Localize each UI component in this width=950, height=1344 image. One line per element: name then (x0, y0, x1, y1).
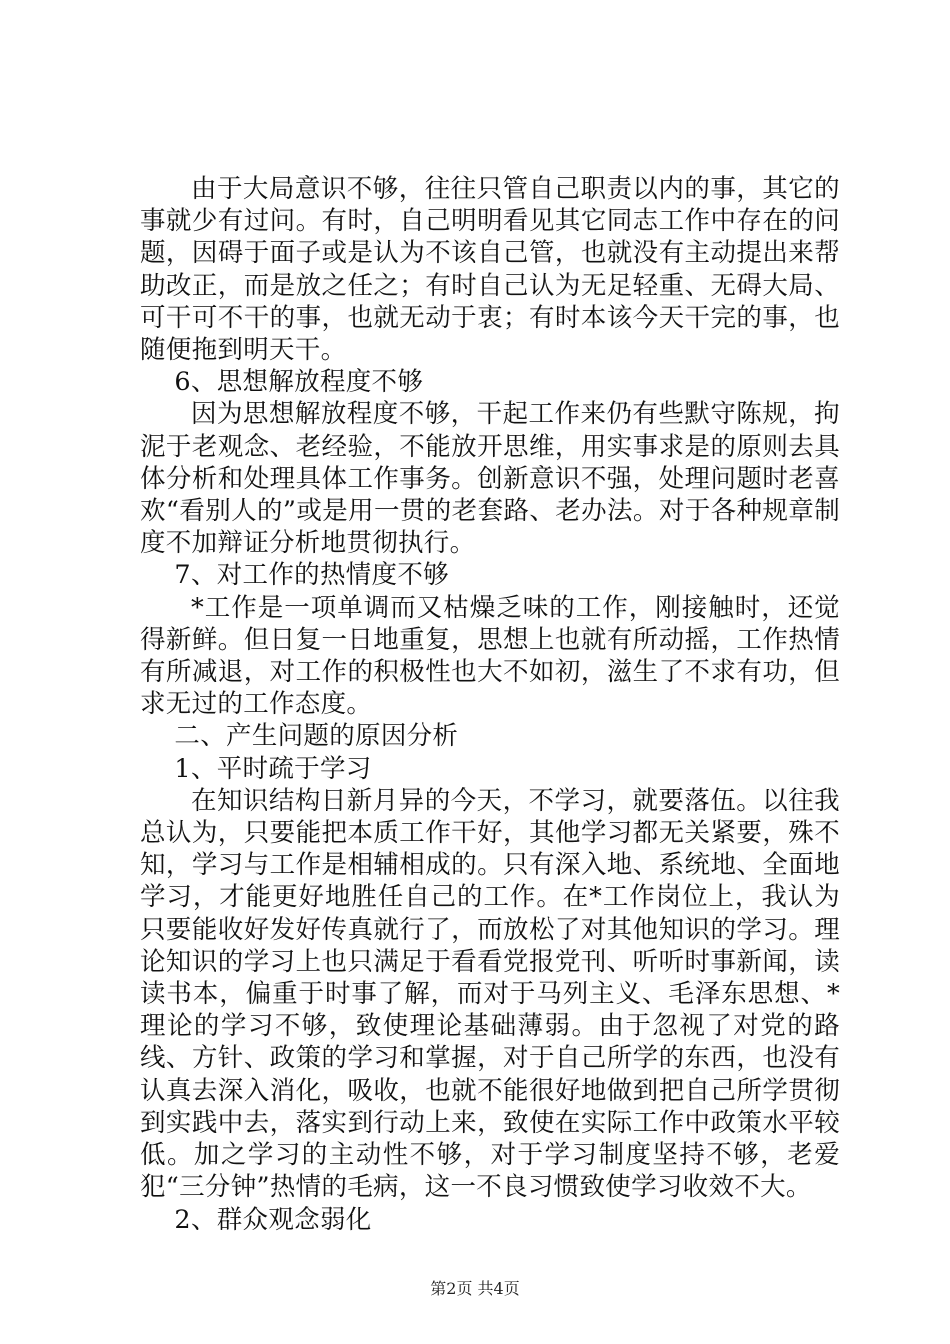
paragraph-neglect-study: 在知识结构日新月异的今天，不学习，就要落伍。以往我总认为，只要能把本质工作干好，其他学习都无关紧要，殊不知，学习与工作是相辅相成的。只有深入地、系统地、全面地学习，才能更好地胜任自己的工作。在*工作岗位上，我认为只要能收好发好传真就行了，而放松了对其他知识的学习。理论知识的学习上也只满足于看看党报党刊、听听时事新闻，读读书本，偏重于时事了解，而对于马列主义、毛泽东思想、*理论的学习不够，致使理论基础薄弱。由于忽视了对党的路线、方针、政策的学习和掌握，对于自己所学的东西，也没有认真去深入消化，吸收，也就不能很好地做到把自己所学贯彻到实践中去，落实到行动上来，致使在实际工作中政策水平较低。加之学习的主动性不够，对于学习制度坚持不够，老爱犯“三分钟”热情的毛病，这一不良习惯致使学习收效不大。 (140, 785, 840, 1203)
heading-neglect-study: 1、平时疏于学习 (174, 753, 372, 784)
page-number-footer: 第2页 共4页 (430, 1279, 520, 1298)
heading-mass-awareness: 2、群众观念弱化 (174, 1204, 372, 1235)
heading-thought-liberation: 6、思想解放程度不够 (174, 367, 424, 398)
heading-cause-analysis: 二、产生问题的原因分析 (174, 721, 459, 752)
document-body (140, 173, 840, 1236)
paragraph-thought-liberation: 因为思想解放程度不够，干起工作来仍有些默守陈规，拘泥于老观念、老经验，不能放开思维，用实事求是的原则去具体分析和处理具体工作事务。创新意识不强，处理问题时老喜欢“看别人的”或是用一贯的老套路、老办法。对于各种规章制度不加辩证分析地贯彻执行。 (140, 399, 840, 559)
paragraph-overall-awareness: 由于大局意识不够，往往只管自己职责以内的事，其它的事就少有过问。有时，自己明明看见其它同志工作中存在的问题，因碍于面子或是认为不该自己管，也就没有主动提出来帮助改正，而是放之任之；有时自己认为无足轻重、无碍大局、可干可不干的事，也就无动于衷；有时本该今天干完的事，也随便拖到明天干。 (140, 174, 840, 366)
paragraph-work-enthusiasm: *工作是一项单调而又枯燥乏味的工作，刚接触时，还觉得新鲜。但日复一日地重复，思想上也就有所动摇，工作热情有所减退，对工作的积极性也大不如初，滋生了不求有功，但求无过的工作态度。 (140, 592, 840, 720)
heading-work-enthusiasm: 7、对工作的热情度不够 (174, 560, 449, 591)
